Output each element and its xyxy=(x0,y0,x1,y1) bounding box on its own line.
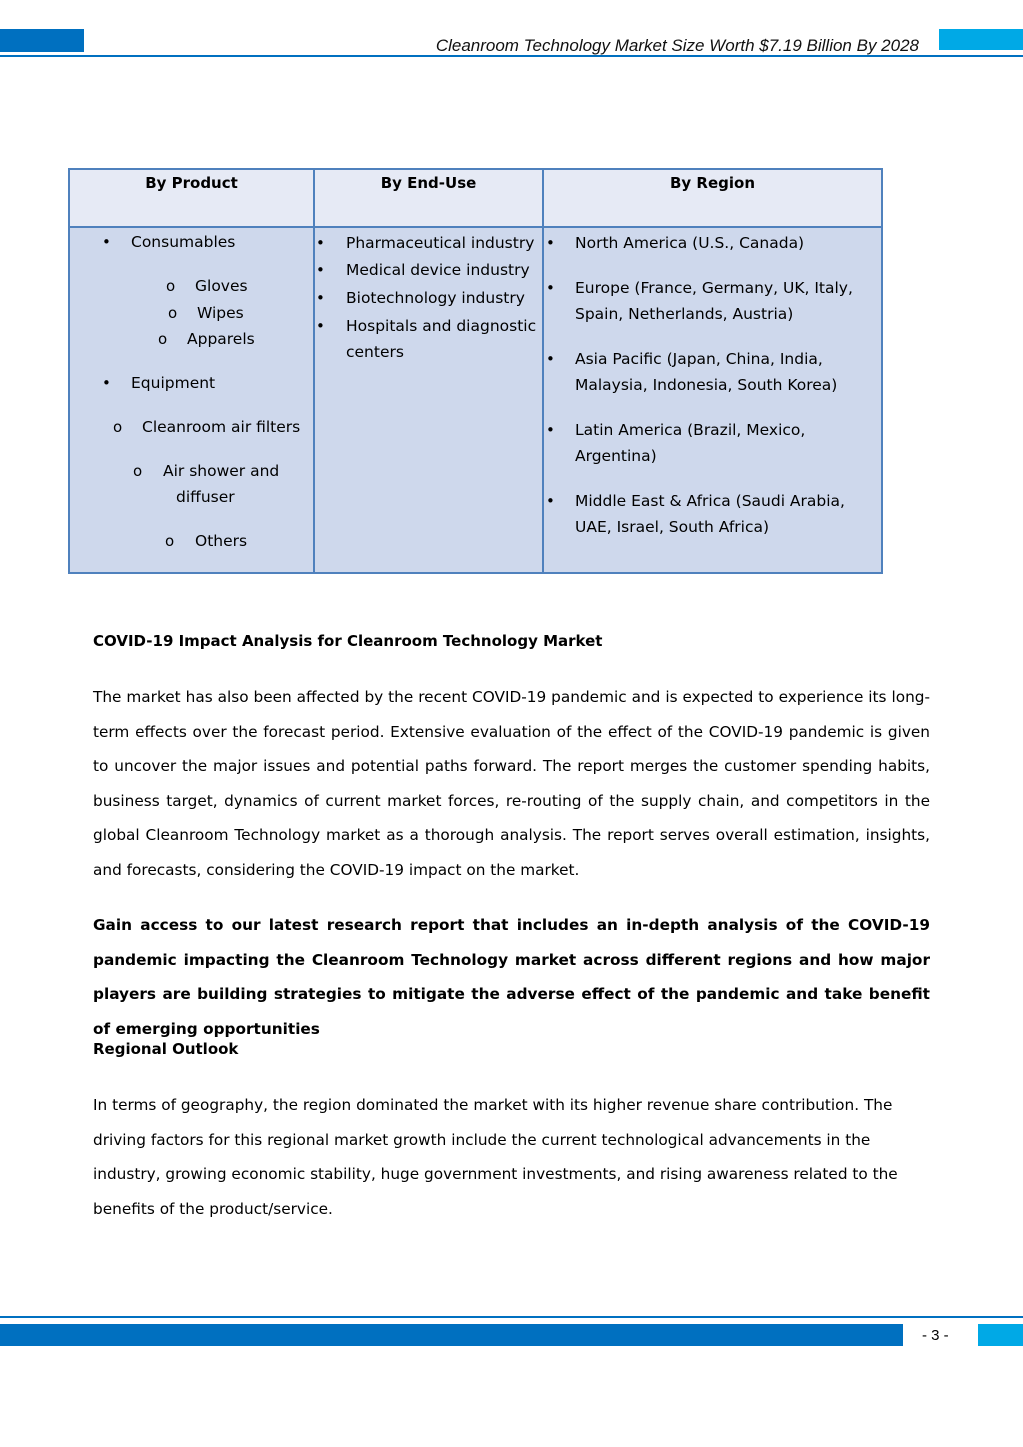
region-middle-east-africa-cont: UAE, Israel, South Africa) xyxy=(575,518,770,536)
region-europe-cont: Spain, Netherlands, Austria) xyxy=(575,305,794,323)
list-bullet: • xyxy=(546,279,555,297)
segmentation-table xyxy=(68,168,883,574)
product-gloves: Gloves xyxy=(195,277,248,295)
column-header-end-use: By End-Use xyxy=(380,174,477,192)
list-bullet: • xyxy=(316,289,325,307)
product-others: Others xyxy=(195,532,248,550)
product-apparels: Apparels xyxy=(187,330,255,348)
list-bullet: o xyxy=(166,277,176,295)
regional-heading: Regional Outlook xyxy=(93,1040,239,1058)
product-air-shower: Air shower and xyxy=(163,462,280,480)
product-equipment: Equipment xyxy=(131,374,216,392)
list-bullet: • xyxy=(102,233,111,251)
list-bullet: o xyxy=(168,304,178,322)
product-cleanroom-air-filters: Cleanroom air filters xyxy=(142,418,301,436)
region-europe: Europe (France, Germany, UK, Italy, xyxy=(575,279,853,297)
end-use-medical-device: Medical device industry xyxy=(346,261,530,279)
region-middle-east-africa: Middle East & Africa (Saudi Arabia, xyxy=(575,492,845,510)
end-use-hospitals-cont: centers xyxy=(346,343,404,361)
list-bullet: • xyxy=(546,492,555,510)
covid-heading: COVID-19 Impact Analysis for Cleanroom Technology Market xyxy=(93,632,603,650)
list-bullet: • xyxy=(546,421,555,439)
page-number: - 3 - xyxy=(922,1327,949,1344)
column-header-region: By Region xyxy=(669,174,756,192)
footer-accent-left xyxy=(0,1324,903,1346)
covid-paragraph: The market has also been affected by the recent COVID-19 pandemic and is expected to experience its long-term effects over the forecast period. Extensive evaluation of the effect of the COVID-19 pandemic is given to uncover the major issues and potential paths forward. The report merges the customer spending habits, business target, dynamics of current market forces, re-routing of the supply chain, and competitors in the global Cleanroom Technology market as a thorough analysis. The report serves overall estimation, insights, and forecasts, considering the COVID-19 impact on the market. xyxy=(93,688,930,879)
list-bullet: • xyxy=(102,374,111,392)
region-latin-america: Latin America (Brazil, Mexico, xyxy=(575,421,806,439)
end-use-hospitals: Hospitals and diagnostic xyxy=(346,317,537,335)
footer-accent-right xyxy=(978,1324,1023,1346)
covid-cta: Gain access to our latest research report that includes an in-depth analysis of the COVID-19 pandemic impacting the Cleanroom Technology market across different regions and how major players are building strategies to mitigate the adverse effect of the pandemic and take benefit of emerging opportunities xyxy=(93,916,930,1038)
end-use-biotechnology: Biotechnology industry xyxy=(346,289,525,307)
list-bullet: • xyxy=(546,234,555,252)
product-wipes: Wipes xyxy=(197,304,244,322)
header-accent-left xyxy=(0,29,84,52)
list-bullet: • xyxy=(316,261,325,279)
end-use-pharmaceutical: Pharmaceutical industry xyxy=(346,234,535,252)
list-bullet: o xyxy=(113,418,123,436)
region-north-america: North America (U.S., Canada) xyxy=(575,234,805,252)
region-latin-america-cont: Argentina) xyxy=(575,447,657,465)
table-header-row xyxy=(70,170,881,228)
header-rule xyxy=(0,55,1023,57)
regional-paragraph: In terms of geography, the region dominated the market with its higher revenue share contribution. The driving factors for this regional market growth include the current technological advancements in the industry, growing economic stability, huge government investments, and rising awareness related to the benefits of the product/service. xyxy=(93,1096,898,1218)
column-header-product: By Product xyxy=(145,174,238,192)
list-bullet: • xyxy=(316,234,325,252)
region-asia-pacific-cont: Malaysia, Indonesia, South Korea) xyxy=(575,376,838,394)
column-divider xyxy=(313,170,315,572)
footer-rule xyxy=(0,1316,1023,1318)
product-consumables: Consumables xyxy=(131,233,236,251)
list-bullet: • xyxy=(316,317,325,335)
header-title: Cleanroom Technology Market Size Worth $7.19 Billion By 2028 xyxy=(435,36,919,55)
list-bullet: o xyxy=(165,532,175,550)
region-asia-pacific: Asia Pacific (Japan, China, India, xyxy=(575,350,823,368)
list-bullet: o xyxy=(158,330,168,348)
column-divider xyxy=(542,170,544,572)
list-bullet: • xyxy=(546,350,555,368)
list-bullet: o xyxy=(133,462,143,480)
header-accent-right xyxy=(939,29,1023,50)
product-air-shower-cont: diffuser xyxy=(176,488,235,506)
